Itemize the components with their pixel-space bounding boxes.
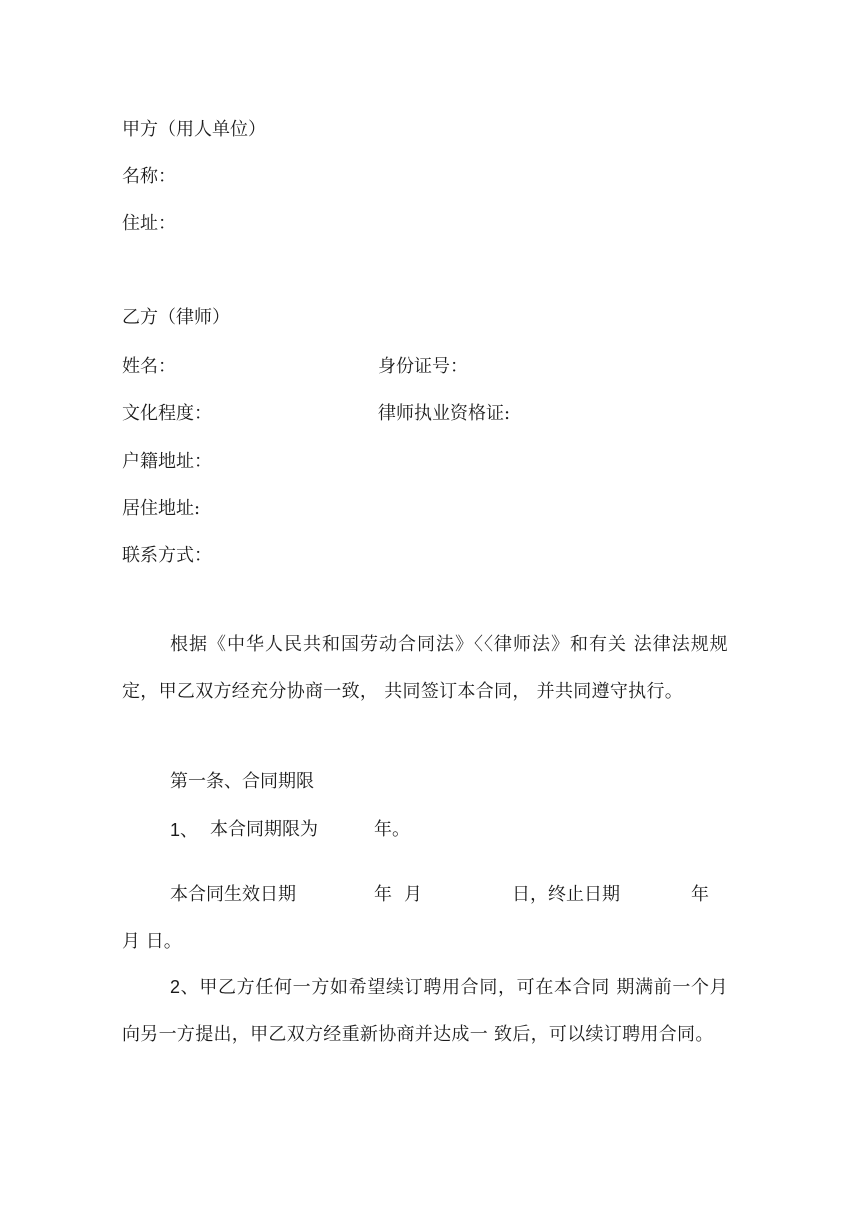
- article-1-title: 第一条、合同期限: [170, 771, 314, 792]
- party-b-education-label: 文化程度：: [122, 403, 212, 424]
- termination-month-day-label: 月 日。: [122, 931, 182, 952]
- party-b-contact-label: 联系方式：: [122, 545, 212, 566]
- item-1-text-after: 年。: [374, 819, 410, 840]
- party-a-address-label: 住址：: [122, 213, 176, 234]
- party-b-household-address-label: 户籍地址：: [122, 451, 212, 472]
- preamble-paragraph: 根据《中华人民共和国劳动合同法》〈〈律师法》和有关 法律法规规定，甲乙双方经充分协商一致， 共同签订本合同， 并共同遵守执行。: [122, 634, 728, 702]
- party-a-name-label: 名称：: [122, 166, 176, 187]
- effective-month-label: 月: [404, 884, 422, 905]
- item-1-text-before: 本合同期限为: [210, 819, 318, 840]
- effective-day-end-label: 日，终止日期: [512, 884, 620, 905]
- item-2-text: 甲乙方任何一方如希望续订聘用合同，可在本合同 期满前一个月向另一方提出，甲乙双方经重新协商并达成一 致后，可以续订聘用合同。: [122, 977, 728, 1045]
- party-b-name-label: 姓名：: [122, 356, 176, 377]
- article-1-item-2: [122, 964, 728, 1058]
- party-b-residence-address-label: 居住地址:: [122, 498, 201, 519]
- party-b-heading: 乙方（律师）: [122, 307, 230, 328]
- party-b-license-label: 律师执业资格证:: [378, 403, 511, 424]
- termination-year-label: 年: [691, 884, 709, 905]
- item-1-number: 1、: [170, 820, 199, 840]
- party-a-heading: 甲方（用人单位）: [122, 119, 266, 140]
- party-b-id-label: 身份证号：: [378, 356, 468, 377]
- effective-start-label: 本合同生效日期: [170, 884, 296, 905]
- item-2-number: 2、: [170, 977, 200, 997]
- effective-year-label: 年: [374, 884, 392, 905]
